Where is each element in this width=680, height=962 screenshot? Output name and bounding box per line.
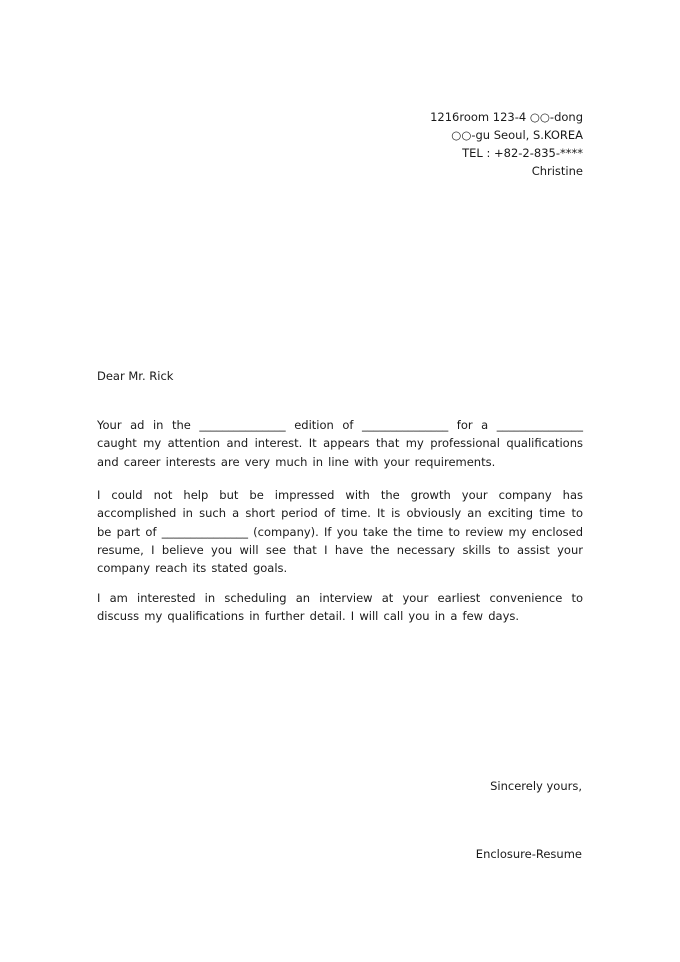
- letter-paragraph-3: I am interested in scheduling an interview at your earliest convenience to discuss my qualifications in further detail. I will call you in a few days.: [97, 591, 583, 624]
- sender-name: Christine: [531, 164, 583, 178]
- enclosure-note: Enclosure-Resume: [475, 847, 582, 861]
- letter-paragraph-2: I could not help but be impressed with the growth your company has accomplished in such a short period of time. It is obviously an exciting time to be part of _______________ (company). If you take the time to review my enclosed resume, I believe you will see that I have the necessary skills to assist your company reach its stated goals.: [97, 488, 583, 576]
- salutation: Dear Mr. Rick: [97, 369, 174, 383]
- closing: Sincerely yours,: [490, 779, 582, 793]
- sender-address-block: [430, 108, 583, 180]
- letter-paragraph-1: Your ad in the _______________ edition of _______________ for a _______________ caught my attention and interest. It appears that my professional qualifications and career interests are very much in line with your requirements.: [97, 418, 583, 469]
- address-street-line: 1216room 123-4 ○○-dong: [430, 110, 583, 124]
- address-phone-line: TEL : +82-2-835-****: [462, 146, 583, 160]
- address-city-line: ○○-gu Seoul, S.KOREA: [451, 128, 583, 142]
